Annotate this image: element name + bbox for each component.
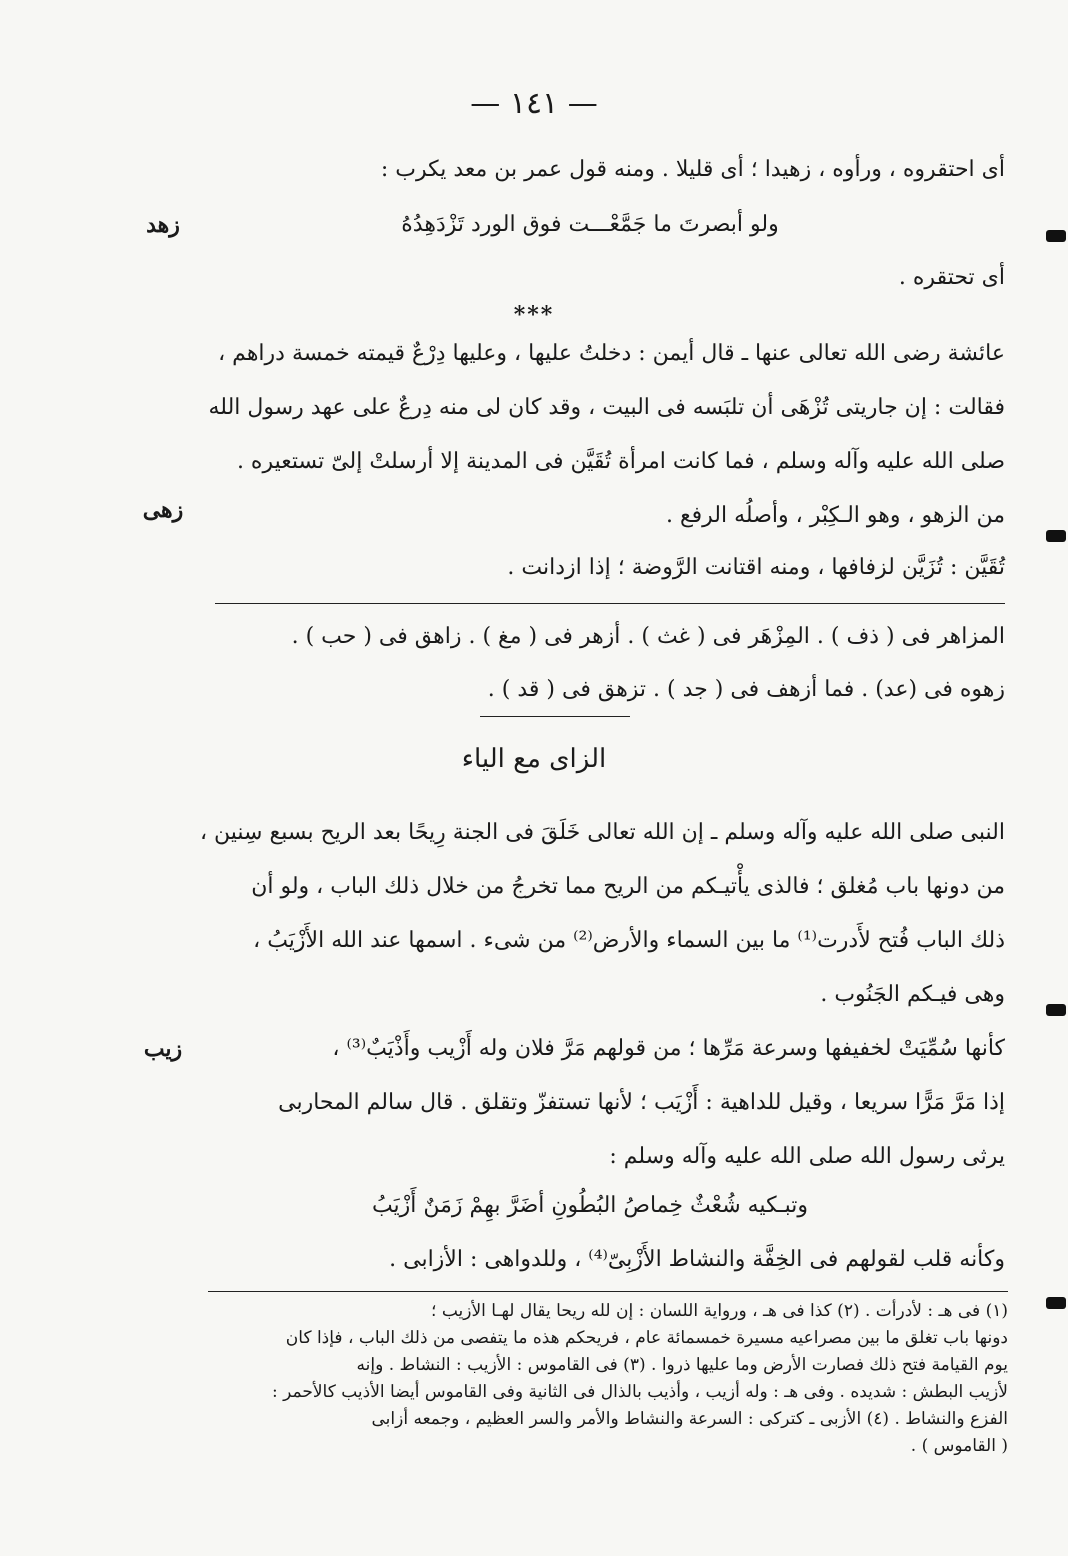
text-line: يرثى رسول الله صلى الله عليه وآله وسلم :	[609, 1144, 1005, 1169]
footnote-rule	[208, 1291, 1008, 1292]
cross-reference-line: زهوه فى (عد) . فما أزهف فى ( جد ) . تزهق فى ( قد ) .	[487, 677, 1005, 702]
text-line: أى تحتقره .	[898, 265, 1005, 290]
text-line: وكأنه قلب لقولهم فى الخِفَّة والنشاط الأَزْبِىّ⁽⁴⁾ ، وللدواهى : الأزابى .	[389, 1247, 1005, 1272]
verse-line: وتبـكيه شُعْثٌ خِماصُ البُطُونِ أضَرَّ بهِمْ زَمَنٌ أَزْيَبُ	[371, 1193, 809, 1218]
margin-headword: زهى	[142, 497, 184, 523]
footnote-line: الفزع والنشاط . (٤) الأزبى ـ كتركى : السرعة والنشاط والأمر والسر العظيم ، وجمعه أزابى	[371, 1409, 1008, 1429]
margin-headword: زيب	[143, 1036, 183, 1062]
text-line: صلى الله عليه وآله وسلم ، فما كانت امرأة تُقَيَّن فى المدينة إلا أرسلتْ إلىّ تستعيره .	[236, 449, 1005, 474]
horizontal-rule	[480, 716, 630, 717]
text-line: من الزهو ، وهو الـكِبْر ، وأصلُه الرفع .	[665, 503, 1005, 528]
scan-edge-mark	[1046, 1297, 1066, 1309]
margin-headword: زهد	[146, 212, 180, 238]
text-line: ذلك الباب فُتح لأَدرت⁽¹⁾ ما بين السماء والأرض⁽²⁾ من شىء . اسمها عند الله الأَزْيَبُ ،	[253, 928, 1005, 953]
section-separator: ***	[513, 302, 555, 328]
text-line: إذا مَرَّ مَرًّا سريعا ، وقيل للداهية : أَزْيَب ؛ لأنها تستفزّ وتقلق . قال سالم المحاربى	[278, 1090, 1005, 1115]
page-number: — ١٤١ —	[470, 86, 598, 121]
text-line: أى احتقروه ، ورأوه ، زهيدا ؛ أى قليلا . ومنه قول عمر بن معد يكرب :	[380, 157, 1005, 182]
scan-edge-mark	[1046, 530, 1066, 542]
section-heading: الزاى مع الياء	[461, 744, 607, 774]
text-line: فقالت : إن جاريتى تُزْهَى أن تلبَسه فى البيت ، وقد كان لى منه دِرعٌ على عهد رسول الله	[208, 395, 1005, 420]
scan-edge-mark	[1046, 230, 1066, 242]
verse-line: ولو أبصرتَ ما جَمَّعْـــت فوق الورد تَزْدَهِدُهُ	[401, 212, 779, 237]
text-line: النبى صلى الله عليه وآله وسلم ـ إن الله تعالى خَلَقَ فى الجنة رِيحًا بعد الريح بسبع سِنين ،	[199, 820, 1005, 845]
text-line: تُقَيَّن : تُزَيَّن لزفافها ، ومنه اقتانت الرَّوضة ؛ إذا ازدانت .	[507, 555, 1005, 580]
scan-edge-mark	[1046, 1004, 1066, 1016]
horizontal-rule	[215, 603, 1005, 604]
footnote-line: يوم القيامة فتح ذلك فصارت الأرض وما عليها ذروا . (٣) فى القاموس : الأزيب : النشاط . وإنه	[356, 1355, 1008, 1375]
text-line: عائشة رضى الله تعالى عنها ـ قال أيمن : دخلتُ عليها ، وعليها دِرْعٌ قيمته خمسة دراهم ،	[218, 341, 1005, 366]
text-line: وهى فيـكم الجَنُوب .	[820, 982, 1005, 1007]
footnote-line: لأزيب البطش : شديده . وفى هـ : وله أزيب ، وأذيب بالذال فى الثانية وفى القاموس أيضا الأذيب كالأحمر :	[272, 1382, 1008, 1402]
text-line: كأنها سُمِّيَتْ لخفيفها وسرعة مَرِّها ؛ من قولهم مَرَّ فلان وله أَزْيب وأَذْيَبٌ⁽³⁾ ،	[332, 1036, 1005, 1061]
footnote-line: دونها باب تغلق ما بين مصراعيه مسيرة خمسمائة عام ، فريحكم هذه ما يتفصى من ذلك الباب ، فإذا كان	[285, 1328, 1008, 1348]
footnote-line: (١) فى هـ : لأدرأت . (٢) كذا فى هـ ، ورواية اللسان : إن لله ريحا يقال لهـا الأزيب ؛	[431, 1301, 1008, 1321]
footnote-line: ( القاموس ) .	[910, 1436, 1008, 1456]
text-line: من دونها باب مُغلق ؛ فالذى يأْتيـكم من الريح مما تخرجُ من خلال ذلك الباب ، ولو أن	[251, 874, 1005, 899]
cross-reference-line: المزاهر فى ( ذف ) . المِزْهَر فى ( غث ) . أزهر فى ( مغ ) . زاهق فى ( حب ) .	[291, 624, 1005, 649]
